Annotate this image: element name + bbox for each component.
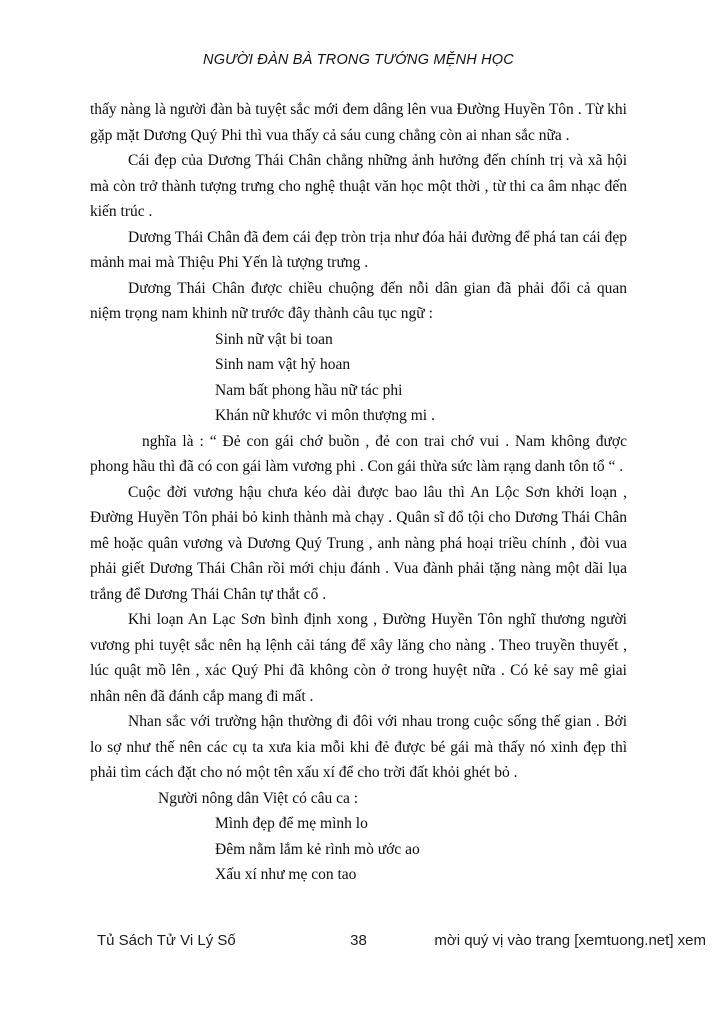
footer-site-note: mời quý vị vào trang [xemtuong.net] xem xyxy=(434,932,706,949)
footer-series-title: Tủ Sách Tử Vi Lý Số xyxy=(97,932,236,949)
verse-line: Mình đẹp để mẹ mình lo xyxy=(215,815,368,832)
paragraph: Dương Thái Chân đã đem cái đẹp tròn trịa như đóa hải đường để phá tan cái đẹp mảnh mai mà Thiệu Phi Yến là tượng trưng . xyxy=(90,228,627,271)
verse-line: Sinh nữ vật bi toan xyxy=(215,330,333,348)
verse-block xyxy=(90,811,627,888)
paragraph: Nhan sắc với trường hận thường đi đôi với nhau trong cuộc sống thế gian . Bởi lo sợ như thế nên các cụ ta xưa kia mỗi khi đẻ được bé gái mà thấy nó xinh đẹp thì phải tìm cách đặt cho nó một tên xấu xí để cho trời đất khỏi ghét bỏ . xyxy=(90,713,627,781)
verse-line: Xấu xí như mẹ con tao xyxy=(215,866,357,883)
paragraph: Cuộc đời vương hậu chưa kéo dài được bao lâu thì An Lộc Sơn khởi loạn , Đường Huyền Tôn phải bỏ kinh thành mà chạy . Quân sĩ đổ tội cho Dương Thái Chân mê hoặc quân vương và Dương Quý Trung , anh nàng phá hoại triều chính , đòi vua phải giết Dương Thái Chân rồi mới chịu đánh . Vua đành phải tặng nàng một dãi lụa trắng để Dương Thái Chân tự thắt cổ . xyxy=(90,483,627,603)
paragraph: Cái đẹp của Dương Thái Chân chẳng những ảnh hưởng đến chính trị và xã hội mà còn trở thành tượng trưng cho nghệ thuật văn học một thời , từ thi ca âm nhạc đến kiến trúc . xyxy=(90,152,627,220)
paragraph: Khi loạn An Lạc Sơn bình định xong , Đường Huyền Tôn nghĩ thương người vương phi tuyệt sắc nên hạ lệnh cải táng để xây lăng cho nàng . Theo truyền thuyết , lúc quật mồ lên , xác Quý Phi đã không còn ở trong huyệt nữa . Có kẻ say mê giai nhân nên đã đánh cắp mang đi mất . xyxy=(90,611,627,705)
verse-line: Đêm nằm lắm kẻ rình mò ước ao xyxy=(215,840,420,858)
paragraph: thấy nàng là người đàn bà tuyệt sắc mới đem dâng lên vua Đường Huyền Tôn . Từ khi gặp mặt Dương Quý Phi thì vua thấy cả sáu cung chẳng còn ai nhan sắc nữa . xyxy=(90,101,627,144)
paragraph: Người nông dân Việt có câu ca : xyxy=(158,789,359,807)
verse-line: Khán nữ khước vi môn thượng mi . xyxy=(215,407,435,424)
verse-line: Sinh nam vật hỷ hoan xyxy=(215,356,351,373)
paragraph: nghĩa là : “ Đẻ con gái chớ buồn , đẻ con trai chớ vui . Nam không được phong hầu thì đã có con gái làm vương phi . Con gái thừa sức làm rạng danh tôn tổ “ . xyxy=(90,432,627,475)
verse-line: Nam bất phong hầu nữ tác phi xyxy=(215,381,403,399)
footer-page-number: 38 xyxy=(350,932,367,949)
paragraph: Dương Thái Chân được chiều chuộng đến nỗi dân gian đã phải đổi cả quan niệm trọng nam khinh nữ trước đây thành câu tục ngữ : xyxy=(90,279,627,322)
page-body xyxy=(90,97,627,888)
verse-block xyxy=(90,327,627,429)
page-title: NGƯỜI ĐÀN BÀ TRONG TƯỚNG MỆNH HỌC xyxy=(203,52,514,68)
page-footer xyxy=(0,932,717,952)
